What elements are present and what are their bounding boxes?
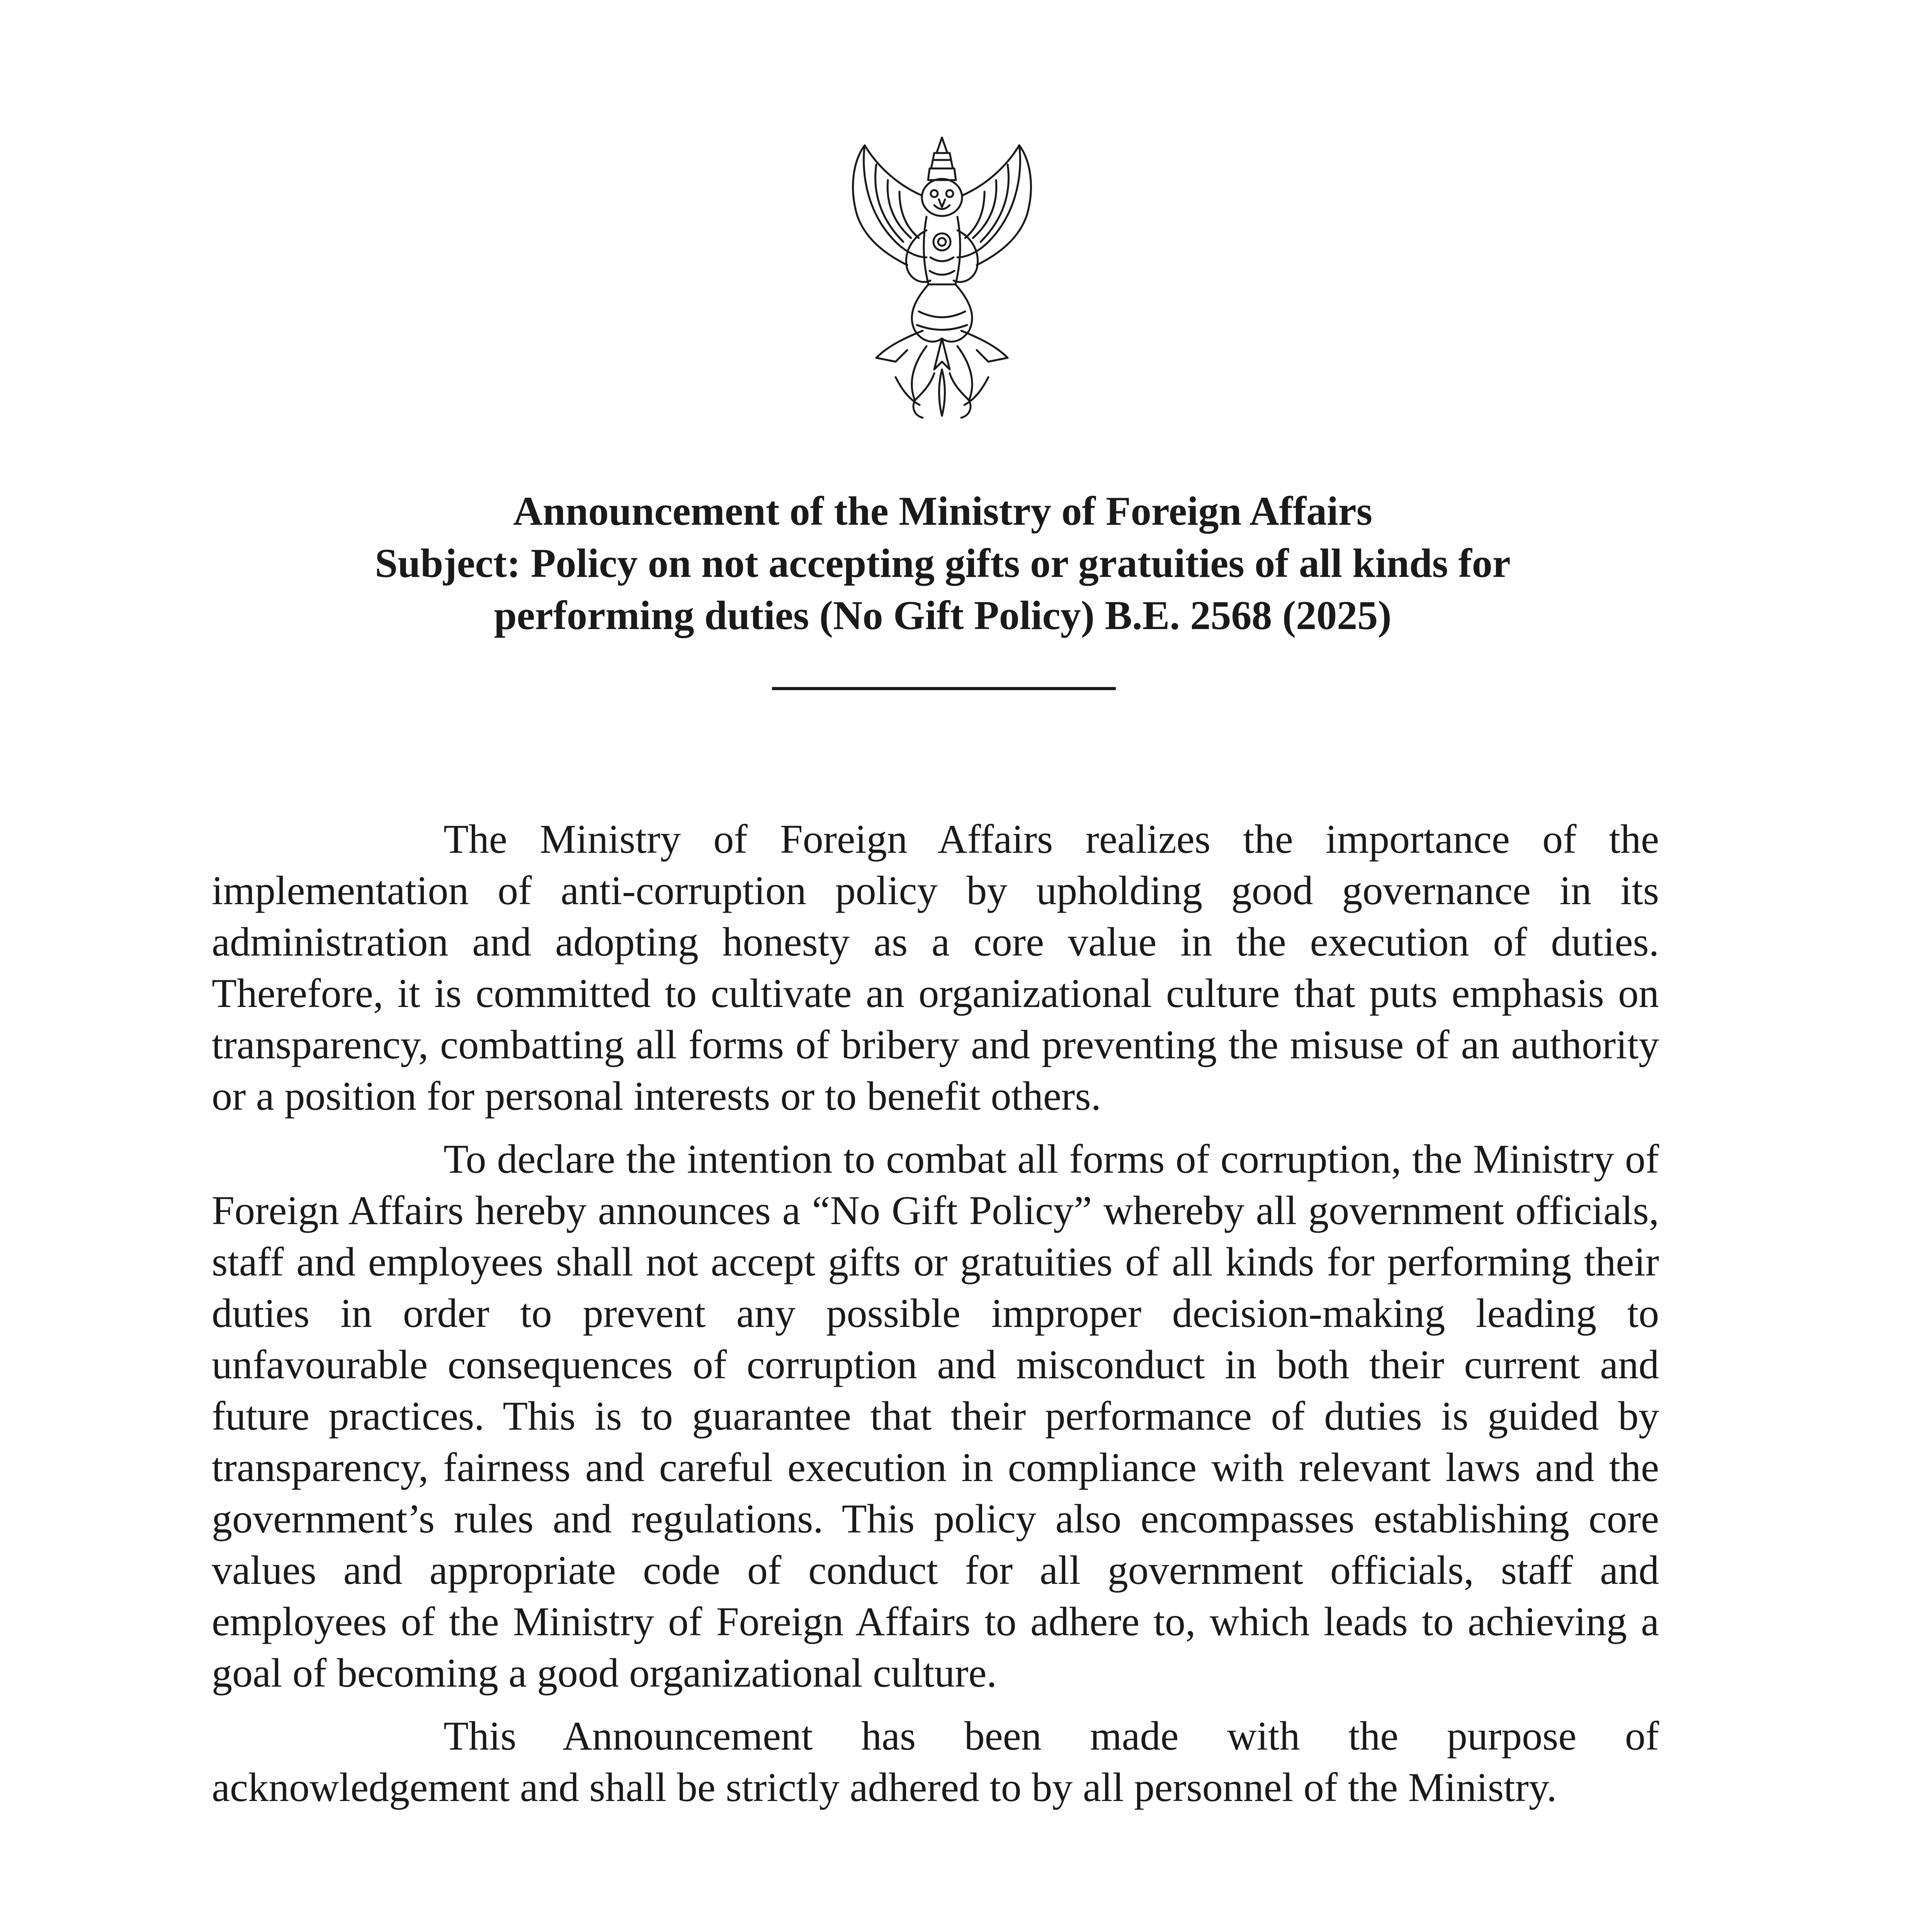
announcement-body	[212, 813, 1659, 1825]
document-heading	[216, 485, 1669, 641]
paragraph-2: To declare the intention to combat all forms of corruption, the Ministry of Foreign Affairs hereby announces a “No Gift Policy” whereby all government officials, staff and employees shall not accept gifts or gratuities of all kinds for performing their duties in order to prevent any possible improper decision-making leading to unfavourable consequences of corruption and misconduct in both their current and future practices. This is to guarantee that their performance of duties is guided by transparency, fairness and careful execution in compliance with relevant laws and the government’s rules and regulations. This policy also encompasses establishing core values and appropriate code of conduct for all government officials, staff and employees of the Ministry of Foreign Affairs to adhere to, which leads to achieving a goal of becoming a good organizational culture.	[212, 1136, 1659, 1696]
announcement-title: Announcement of the Ministry of Foreign Affairs	[513, 488, 1372, 534]
heading-divider	[772, 687, 1116, 690]
paragraph-1: The Ministry of Foreign Affairs realizes the importance of the implementation of anti-corruption policy by upholding good governance in its administration and adopting honesty as a core value in the execution of duties. Therefore, it is committed to cultivate an organizational culture that puts emphasis on transparency, combatting all forms of bribery and preventing the misuse of an authority or a position for personal interests or to benefit others.	[212, 816, 1659, 1119]
subject-line-2: performing duties (No Gift Policy) B.E. 2568 (2025)	[494, 593, 1392, 638]
garuda-emblem-icon	[818, 130, 1066, 423]
subject-line-1: Subject: Policy on not accepting gifts or gratuities of all kinds for	[375, 541, 1511, 586]
paragraph-3: This Announcement has been made with the purpose of acknowledgement and shall be strictly adhered to by all personnel of the Ministry.	[212, 1713, 1659, 1810]
